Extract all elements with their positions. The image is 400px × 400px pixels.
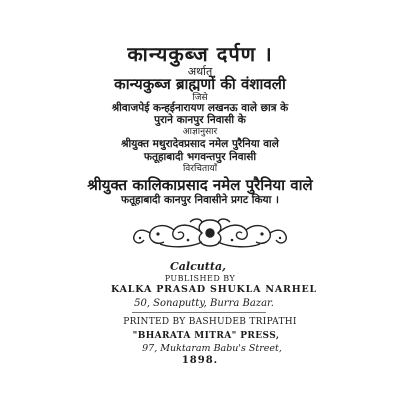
- place-of-publication: Calcutta,: [170, 260, 226, 273]
- publisher-hindi: श्रीयुक्त कालिकाप्रसाद नमेल पुरैनिया वाले: [87, 176, 313, 194]
- hindi-line-7: आज्ञानुसार: [182, 127, 218, 137]
- publisher-hindi-residence: फतूहाबादी कानपुर निवासीने प्रगट किया ।: [120, 194, 280, 206]
- author-residence: फतूहाबादी भगवन्तपुर निवासी: [143, 151, 257, 163]
- book-subtitle: कान्यकुब्ज ब्राह्मणों की वंशावली: [114, 75, 286, 93]
- hindi-line-5: श्रीवाजपेई कन्हईनारायण लखनऊ वाले छात्र के: [111, 102, 289, 114]
- published-by-label: PUBLISHED BY: [164, 274, 236, 283]
- publisher-name: KALKA PRASAD SHUKLA NARHEL: [110, 284, 318, 295]
- subtitle-connector: अर्थात्: [187, 65, 213, 78]
- book-title: कान्यकुब्ज दर्पण ।: [127, 42, 273, 66]
- press-address: 97, Muktaram Babu's Street,: [142, 343, 282, 354]
- divider: [132, 312, 266, 313]
- publication-year: 1898.: [181, 355, 219, 366]
- publisher-address: 50, Sonaputty, Burra Bazar.: [134, 298, 274, 309]
- hindi-line-10: विरचितायाँ: [182, 164, 218, 174]
- author-line: श्रीयुक्त मथुरादेवप्रसाद नमेल पुरैनिया वाले: [121, 138, 279, 150]
- hindi-line-6: पुराने कानपुर निवासी के: [154, 114, 246, 126]
- hindi-line-4: जिसे: [192, 93, 208, 103]
- press-name: "BHARATA MITRA" PRESS,: [132, 331, 280, 341]
- printer-line: PRINTED BY BASHUDEB TRIPATHI: [123, 317, 297, 327]
- decorative-ornament-icon: [130, 216, 290, 250]
